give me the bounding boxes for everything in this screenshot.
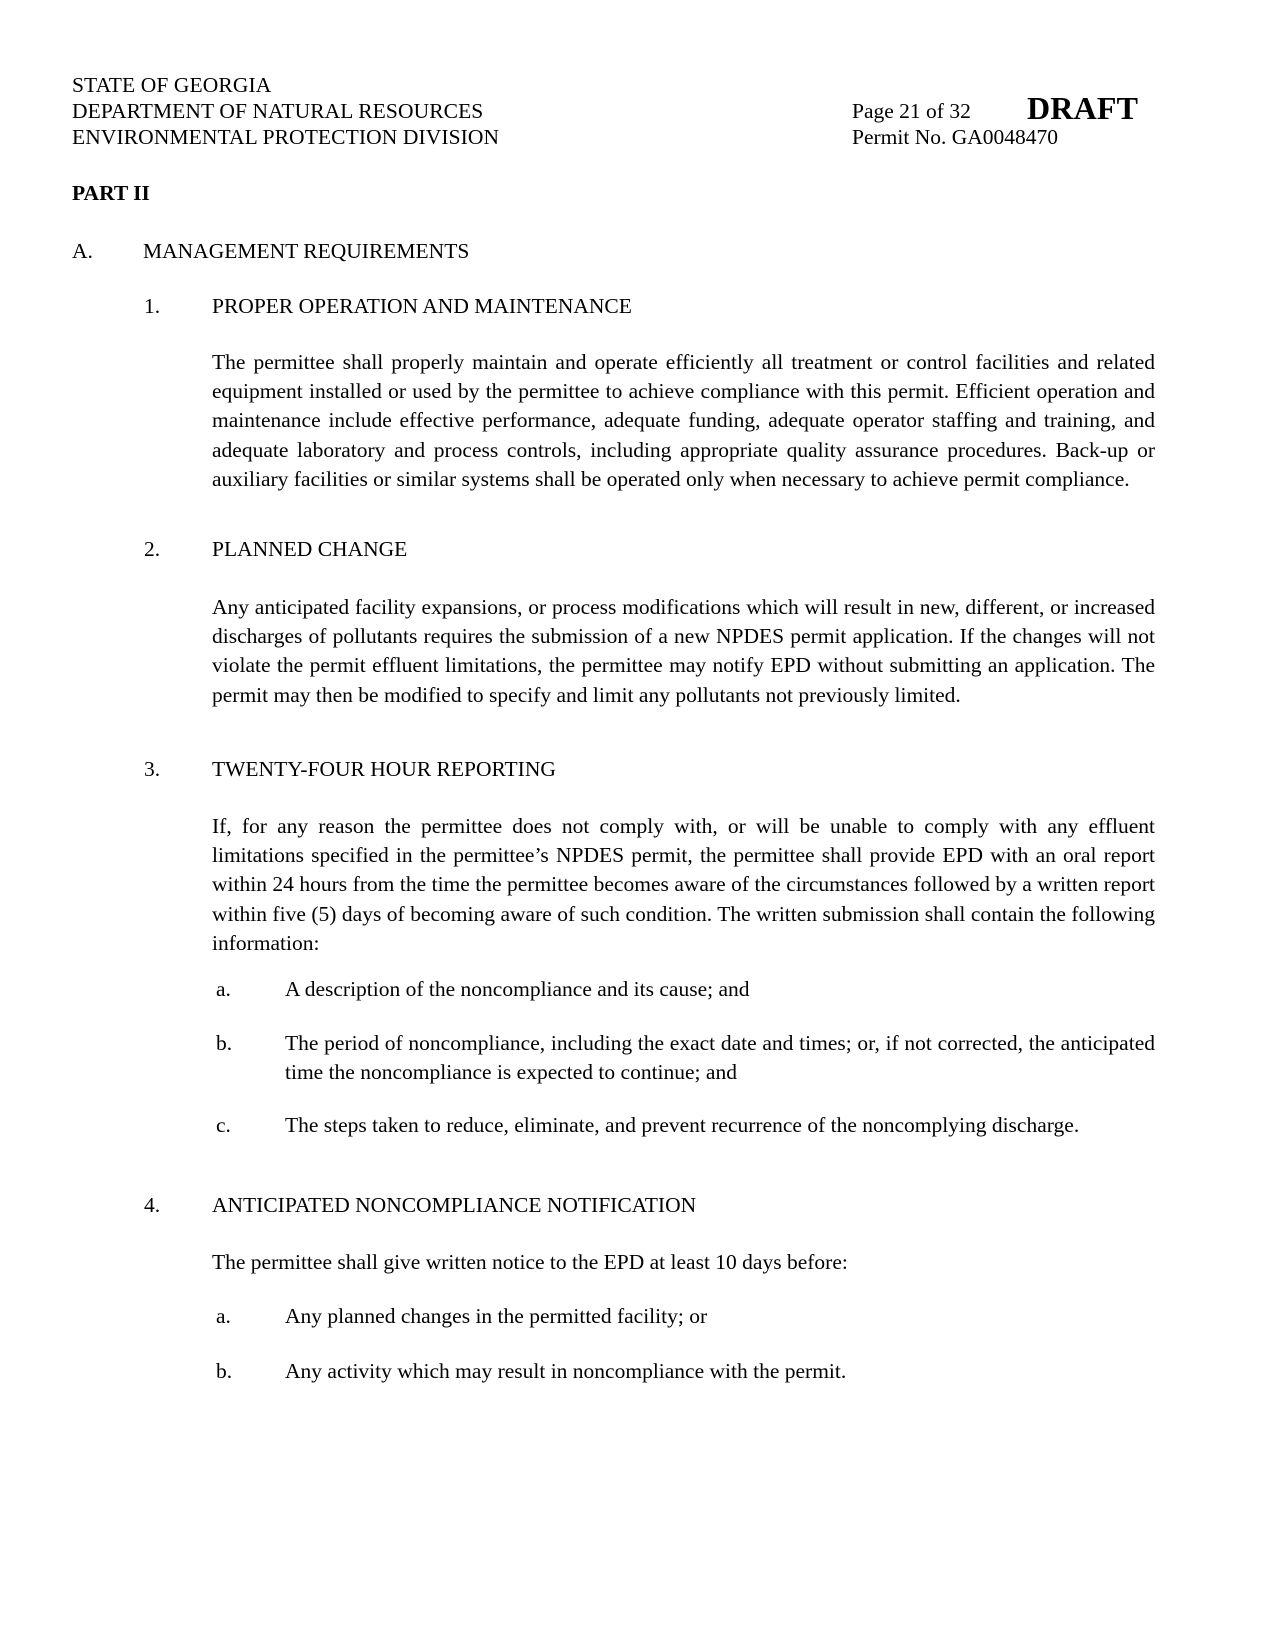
subitem-3a [212,975,1155,1004]
section-marker: A. [72,239,93,263]
page-number-label: Page 21 of 32 [852,99,971,123]
page-header [72,72,1155,152]
part-title: PART II [72,181,150,205]
subitem-4a [212,1302,1155,1331]
item-heading-twenty-four-hour-reporting [144,756,1155,782]
agency-line-department: DEPARTMENT OF NATURAL RESOURCES [72,99,484,123]
item-title: PLANNED CHANGE [212,537,408,561]
item-heading-anticipated-noncompliance-notification [144,1192,1155,1218]
item-paragraph-planned-change: Any anticipated facility expansions, or process modifications which will result in new, different, or increased discharges of pollutants requires the submission of a new NPDES permit application. If the changes will not violate the permit effluent limitations, the permittee may notify EPD without submitting an application. The permit may then be modified to specify and limit any pollutants not previously limited. [212,595,1155,707]
subitem-text: Any planned changes in the permitted facility; or [285,1304,708,1328]
subitem-marker: b. [216,1359,233,1383]
item-heading-planned-change [144,536,1155,562]
subitem-marker: b. [216,1031,233,1055]
subitem-3b [212,1029,1155,1087]
permit-number-label: Permit No. GA0048470 [852,125,1059,149]
subitem-marker: a. [216,1304,231,1328]
subitem-4b [212,1357,1155,1386]
subitem-text: The steps taken to reduce, eliminate, and prevent recurrence of the noncomplying discharge. [285,1113,1080,1137]
item-heading-proper-operation-and-maintenance [144,293,1155,319]
item-paragraph-proper-operation-and-maintenance: The permittee shall properly maintain and operate efficiently all treatment or control facilities and related equipment installed or used by the permittee to achieve compliance with this permit. Efficient operation and maintenance include effective performance, adequate funding, adequate operator staffing and training, and adequate laboratory and process controls, including appropriate quality assurance procedures. Back-up or auxiliary facilities or similar systems shall be operated only when necessary to achieve permit compliance. [212,350,1155,491]
subitem-3c [212,1111,1155,1140]
subitem-text: The period of noncompliance, including the exact date and times; or, if not corrected, the anticipated time the noncompliance is expected to continue; and [285,1031,1155,1085]
agency-block [72,72,499,150]
subitem-text: A description of the noncompliance and its cause; and [285,977,750,1001]
item-paragraph-twenty-four-hour-reporting: If, for any reason the permittee does not comply with, or will be unable to comply with any effluent limitations specified in the permittee’s NPDES permit, the permittee shall provide EPD with an oral report within 24 hours from the time the permittee becomes aware of the circumstances followed by a written report within five (5) days of becoming aware of such condition. The written submission shall contain the following information: [212,814,1155,955]
agency-line-state: STATE OF GEORGIA [72,73,272,97]
item-title: ANTICIPATED NONCOMPLIANCE NOTIFICATION [212,1193,697,1217]
section-title: MANAGEMENT REQUIREMENTS [143,239,470,263]
agency-line-division: ENVIRONMENTAL PROTECTION DIVISION [72,125,500,149]
item-paragraph-anticipated-noncompliance-notification: The permittee shall give written notice to the EPD at least 10 days before: [212,1250,848,1274]
section-heading-management-requirements [72,238,1155,264]
subitem-marker: c. [216,1113,231,1137]
item-marker: 4. [144,1193,161,1217]
item-marker: 2. [144,537,161,561]
subitem-text: Any activity which may result in noncompliance with the permit. [285,1359,847,1383]
item-marker: 3. [144,757,161,781]
item-title: TWENTY-FOUR HOUR REPORTING [212,757,556,781]
subitem-marker: a. [216,977,231,1001]
item-marker: 1. [144,294,161,318]
draft-stamp: DRAFT [1027,90,1139,126]
item-title: PROPER OPERATION AND MAINTENANCE [212,294,632,318]
